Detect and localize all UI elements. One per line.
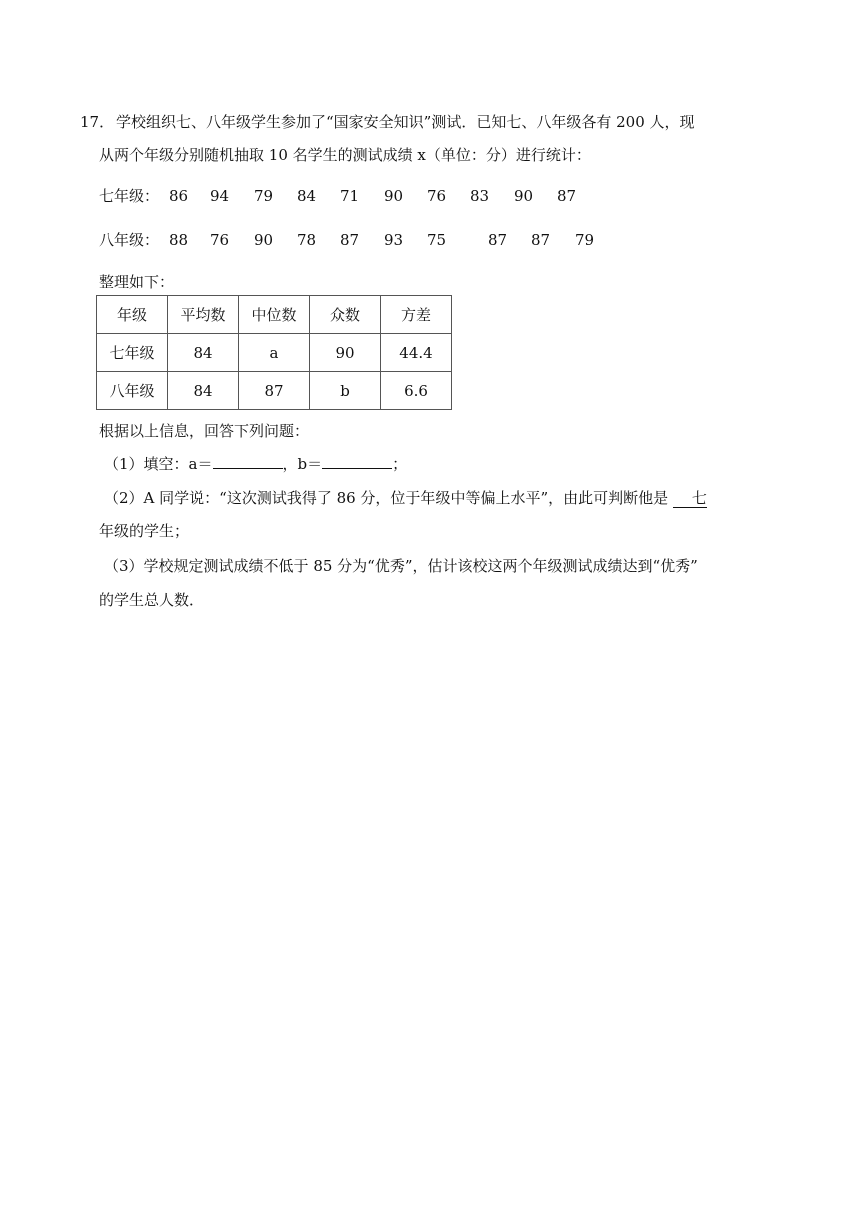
grade8-score: 78 <box>297 231 317 249</box>
question-number: 17． <box>80 113 115 131</box>
table-cell: b <box>310 372 381 410</box>
grade7-score: 90 <box>514 187 534 205</box>
grade8-score: 88 <box>169 231 189 249</box>
grade8-score: 87 <box>488 231 508 249</box>
question-2-line1 <box>104 488 707 508</box>
grade7-score: 94 <box>210 187 230 205</box>
table-cell: 84 <box>168 372 239 410</box>
table-cell: 87 <box>239 372 310 410</box>
grade7-score: 87 <box>557 187 577 205</box>
table-cell: 八年级 <box>97 372 168 410</box>
grade8-score: 76 <box>210 231 230 249</box>
question-2-text: （2）A 同学说：“这次测试我得了 86 分，位于年级中等偏上水平”，由此可判断他是 <box>104 489 673 507</box>
grade7-score: 79 <box>254 187 274 205</box>
question-2-line2: 年级的学生； <box>99 522 190 540</box>
grade8-score: 75 <box>427 231 447 249</box>
grade7-score: 84 <box>297 187 317 205</box>
grade8-score: 90 <box>254 231 274 249</box>
grade8-score: 87 <box>340 231 360 249</box>
grade8-label: 八年级： <box>99 231 160 249</box>
question-intro-line2: 从两个年级分别随机抽取 10 名学生的测试成绩 x（单位：分）进行统计： <box>99 146 591 164</box>
table-row <box>97 372 452 410</box>
instruction-text: 根据以上信息，回答下列问题： <box>99 422 310 440</box>
question-2-answer: 七 <box>673 489 707 508</box>
grade8-score: 87 <box>531 231 551 249</box>
grade7-score: 76 <box>427 187 447 205</box>
table-row <box>97 334 452 372</box>
grade7-score: 83 <box>470 187 490 205</box>
blank-b <box>322 454 392 469</box>
grade8-score: 93 <box>384 231 404 249</box>
table-cell: 84 <box>168 334 239 372</box>
table-cell: 七年级 <box>97 334 168 372</box>
table-cell: 44.4 <box>381 334 452 372</box>
question-3-line2: 的学生总人数． <box>99 591 205 609</box>
table-header-cell: 众数 <box>310 296 381 334</box>
question-1-suffix: ； <box>392 455 408 473</box>
table-header-cell: 年级 <box>97 296 168 334</box>
table-header-cell: 方差 <box>381 296 452 334</box>
statistics-table <box>96 295 452 410</box>
blank-a <box>213 454 283 469</box>
table-cell: 90 <box>310 334 381 372</box>
grade7-score: 71 <box>340 187 360 205</box>
question-1 <box>104 454 407 474</box>
table-header-row <box>97 296 452 334</box>
table-header-cell: 中位数 <box>239 296 310 334</box>
grade7-score: 86 <box>169 187 189 205</box>
table-cell: 6.6 <box>381 372 452 410</box>
question-intro-line1: 学校组织七、八年级学生参加了“国家安全知识”测试．已知七、八年级各有 200 人，现 <box>116 113 695 131</box>
table-cell: a <box>239 334 310 372</box>
question-3-line1: （3）学校规定测试成绩不低于 85 分为“优秀”，估计该校这两个年级测试成绩达到“优秀” <box>104 557 698 575</box>
question-1-mid: ，b＝ <box>282 455 323 473</box>
table-header-cell: 平均数 <box>168 296 239 334</box>
grade8-score: 79 <box>575 231 595 249</box>
grade7-score: 90 <box>384 187 404 205</box>
question-1-prefix: （1）填空：a＝ <box>104 455 213 473</box>
grade7-label: 七年级： <box>99 187 160 205</box>
organize-heading: 整理如下： <box>99 273 175 291</box>
